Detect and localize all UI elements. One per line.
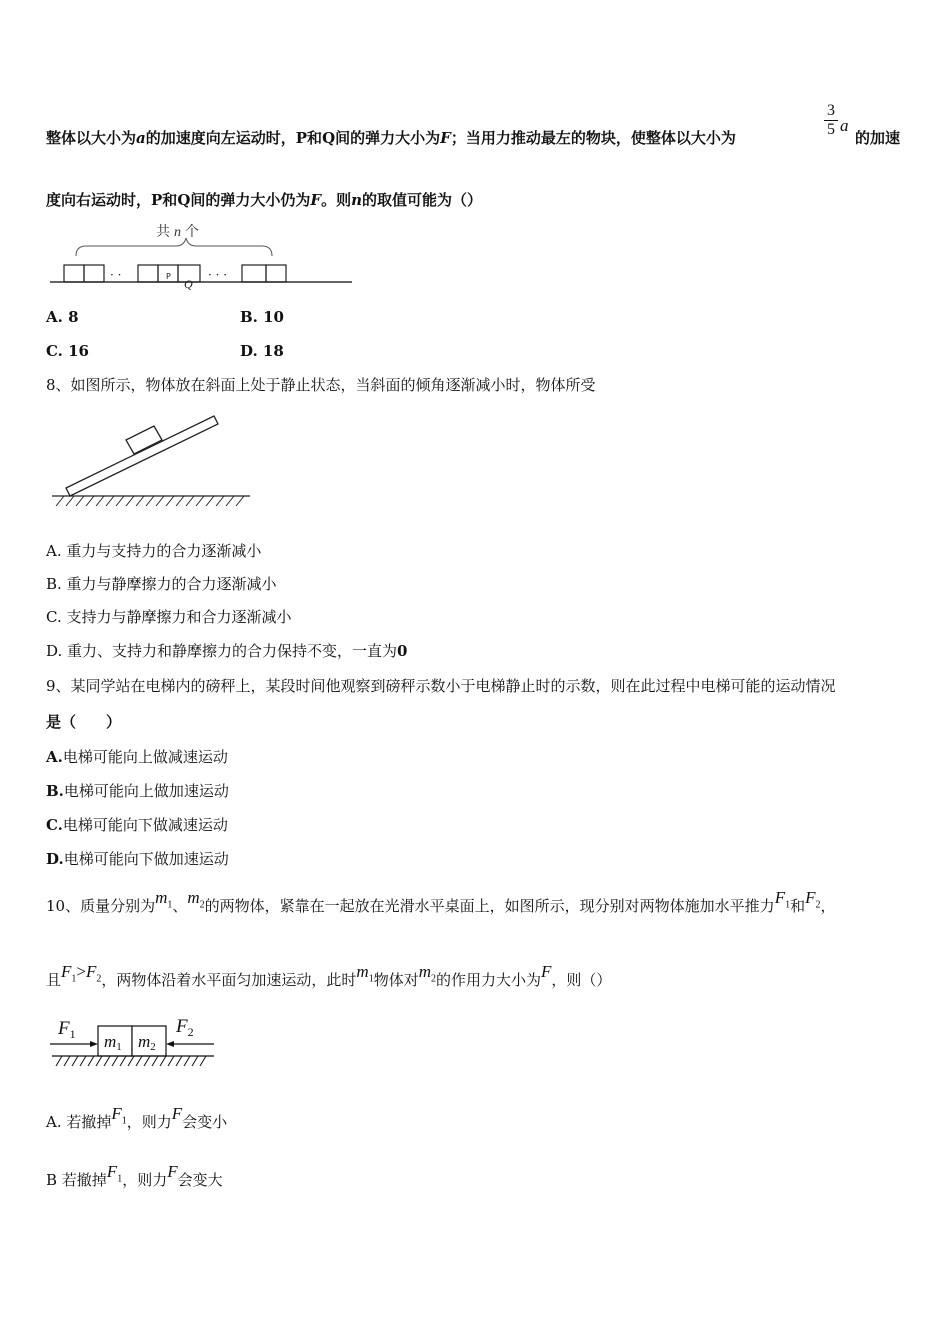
text: 、 <box>172 897 188 915</box>
q9-option-b[interactable] <box>46 781 229 801</box>
text: 间的弹力大小仍为 <box>190 191 311 209</box>
text: 的两物体，紧靠在一起放在光滑水平桌面上，如图所示，现分别对两物体施加水平推力 <box>204 897 775 915</box>
q9-option-a[interactable] <box>46 747 228 767</box>
q9-stem-line2: 是（ ） <box>46 713 122 731</box>
q10-stem-line1 <box>46 888 836 923</box>
text: 和 <box>162 191 178 209</box>
var-f: F <box>440 129 451 147</box>
text: D. 重力、支持力和静摩擦力的合力保持不变，一直为 <box>46 642 398 660</box>
q7-stem-line1 <box>46 128 736 148</box>
q7-option-d[interactable]: D. 18 <box>240 342 284 360</box>
text: 的加速度向左运动时， <box>145 129 296 147</box>
f: F <box>541 962 552 981</box>
f: F <box>171 1104 183 1123</box>
text: 电梯可能向下做减速运动 <box>62 816 228 834</box>
frac-numerator: 3 <box>827 102 835 119</box>
f1: $F_1$ <box>106 1162 123 1185</box>
frac-denominator: 5 <box>827 121 835 138</box>
f1-arrowhead <box>90 1041 98 1047</box>
label-p: P <box>151 191 163 209</box>
q8-option-b[interactable]: B. 重力与静摩擦力的合力逐渐减小 <box>46 575 277 593</box>
ground-hatch <box>56 1056 206 1066</box>
p-label: P <box>166 272 171 281</box>
f2: $F_2$ <box>86 962 102 985</box>
q8-incline-figure <box>46 410 256 510</box>
text: 间的弹力大小为 <box>335 129 441 147</box>
var-n: n <box>351 191 362 209</box>
label-q: Q <box>177 191 191 209</box>
m2: $m_2$ <box>418 962 436 985</box>
q9-option-d[interactable] <box>46 849 229 869</box>
q8-option-d[interactable] <box>46 641 407 661</box>
q8-stem: 8、如图所示，物体放在斜面上处于静止状态，当斜面的倾角逐渐减小时，物体所受 <box>46 376 596 394</box>
f2: $F_2$ <box>805 888 821 911</box>
letter: D. <box>46 850 64 868</box>
q9-stem-line1: 9、某同学站在电梯内的磅秤上，某段时间他观察到磅秤示数小于电梯静止时的示数，则在此过程中电梯可能的运动情况 <box>46 677 836 695</box>
f: F <box>167 1162 178 1181</box>
label-q: Q <box>322 129 336 147</box>
ground-hatch <box>56 496 244 506</box>
text: ，则（） <box>551 971 612 989</box>
block <box>138 265 158 282</box>
dots: · · · <box>208 268 228 282</box>
text: 会变大 <box>177 1171 223 1189</box>
q10-option-a[interactable] <box>46 1104 228 1139</box>
f1: $F_1$ <box>111 1104 127 1127</box>
incline-plane <box>66 416 218 496</box>
text: 且 <box>46 971 62 989</box>
f1: $F_1$ <box>774 888 791 911</box>
text: 和 <box>790 897 806 915</box>
text: 的取值可能为（） <box>361 191 482 209</box>
q10-two-blocks-figure <box>46 1012 221 1072</box>
letter: B. <box>46 782 64 800</box>
text: 10、质量分别为 <box>46 897 156 915</box>
text: ；当用力推动最左的物块，使整体以大小为 <box>450 129 736 147</box>
value-zero: 0 <box>397 642 408 660</box>
text: ，则力 <box>122 1171 168 1189</box>
brace-label: 共 n 个 <box>156 224 199 240</box>
q10-stem-line2 <box>46 962 612 997</box>
q7-option-a[interactable]: A. 8 <box>46 308 79 326</box>
text: 会变小 <box>182 1113 228 1131</box>
block <box>242 265 266 282</box>
brace <box>76 238 272 256</box>
text: ，两物体沿着水平面匀加速运动，此时 <box>101 971 357 989</box>
m2: $m_2$ <box>187 888 205 911</box>
m1: $m_1$ <box>356 962 374 985</box>
q8-option-c[interactable]: C. 支持力与静摩擦力和合力逐渐减小 <box>46 608 292 626</box>
q7-stem-line1-end: 的加速 <box>855 129 901 147</box>
text: 电梯可能向下做加速运动 <box>63 850 229 868</box>
text: ，则力 <box>126 1113 172 1131</box>
text: ， <box>820 897 836 915</box>
greater-than: > <box>76 962 86 981</box>
f2-label: $F_2$ <box>176 1016 194 1039</box>
text: 电梯可能向上做加速运动 <box>63 782 229 800</box>
m1: $m_1$ <box>155 888 173 911</box>
letter: A. <box>46 748 63 766</box>
text: 整体以大小为 <box>46 129 137 147</box>
text: 度向右运动时， <box>46 191 152 209</box>
m2-label: m2 <box>138 1032 156 1053</box>
q8-option-a[interactable]: A. 重力与支持力的合力逐渐减小 <box>46 542 262 560</box>
q-label: Q <box>184 277 193 290</box>
q10-option-b[interactable] <box>46 1162 223 1197</box>
text: 和 <box>307 129 323 147</box>
var-a: a <box>136 129 146 147</box>
text: A. 若撤掉 <box>46 1113 112 1131</box>
block <box>64 265 84 282</box>
text: B 若撤掉 <box>46 1171 107 1189</box>
q7-stem-line2 <box>46 190 482 210</box>
text: 电梯可能向上做减速运动 <box>62 748 228 766</box>
label-p: P <box>295 129 308 147</box>
fraction-three-fifths <box>824 102 838 139</box>
f1: $F_1$ <box>61 962 77 985</box>
block <box>84 265 104 282</box>
var-f: F <box>310 191 322 209</box>
q7-option-b[interactable]: B. 10 <box>240 308 284 326</box>
m1-label: m1 <box>104 1032 122 1053</box>
text: 物体对 <box>373 971 419 989</box>
block <box>266 265 286 282</box>
f1-label: $F_1$ <box>58 1018 76 1041</box>
q7-blocks-figure <box>46 218 356 290</box>
q7-option-c[interactable]: C. 16 <box>46 342 89 360</box>
text: 的作用力大小为 <box>435 971 541 989</box>
f2-arrowhead <box>166 1041 174 1047</box>
text: 。则 <box>321 191 352 209</box>
q9-option-c[interactable] <box>46 815 228 835</box>
frac-var-a: a <box>840 116 849 135</box>
letter: C. <box>46 816 63 834</box>
dots: · · <box>110 268 122 282</box>
